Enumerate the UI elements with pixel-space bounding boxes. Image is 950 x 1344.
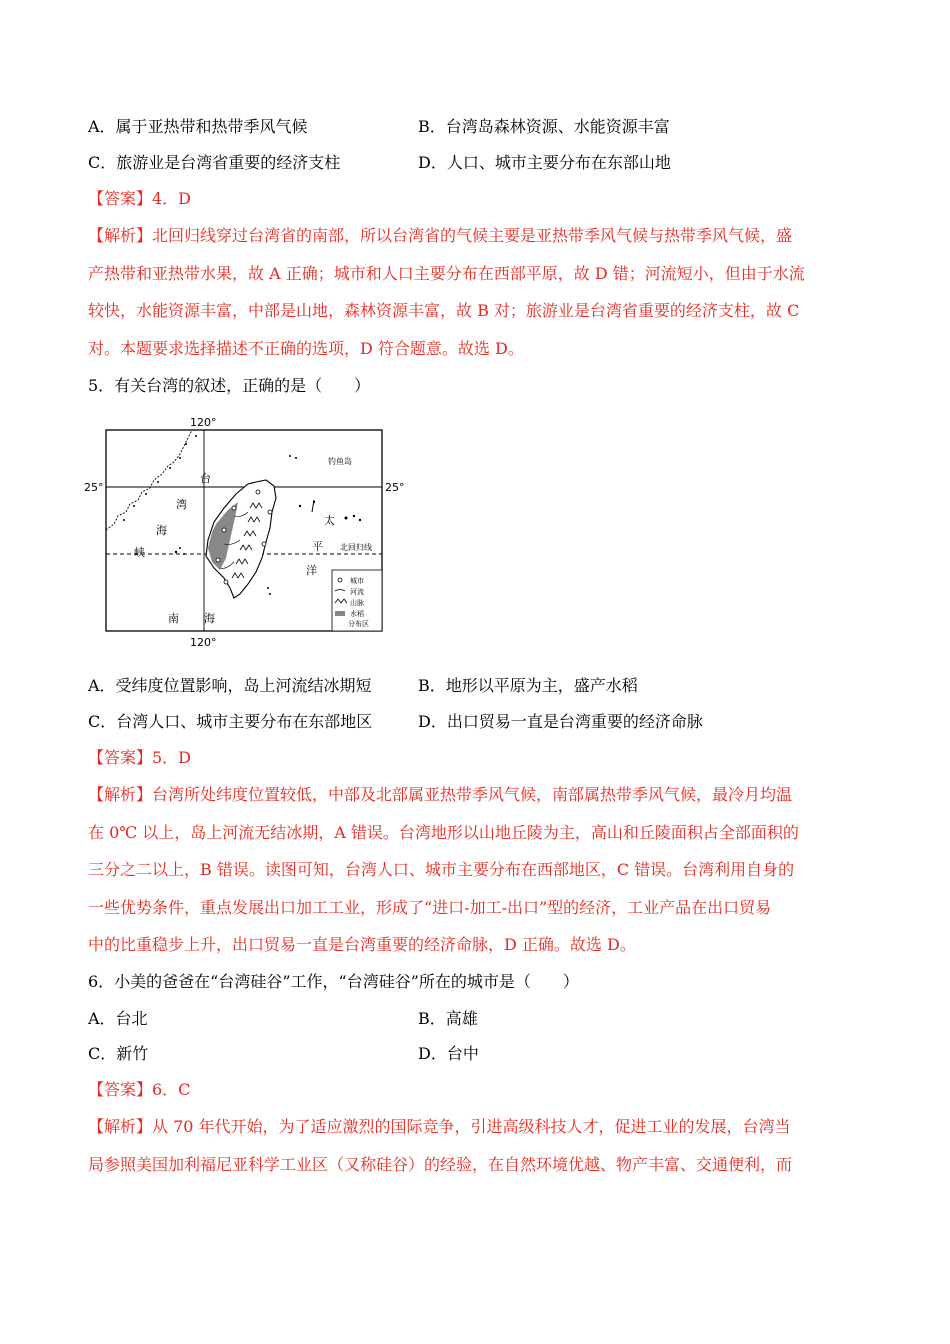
q5-analysis-line: 一些优势条件，重点发展出口加工工业，形成了“进口-加工-出口”型的经济，工业产品在出口贸易 <box>88 898 772 917</box>
q5-analysis-line: 【解析】台湾所处纬度位置较低，中部及北部属亚热带季风气候，南部属热带季风气候，最冷月均温 <box>88 785 793 804</box>
south-sea-char: 南 <box>168 612 179 625</box>
strait-char: 台 <box>200 472 211 485</box>
legend-label: 河流 <box>350 588 364 596</box>
q5-option-a: A．受纬度位置影响，岛上河流结冰期短 <box>88 676 372 695</box>
q5-analysis-line: 中的比重稳步上升，出口贸易一直是台湾重要的经济命脉，D 正确。故选 D。 <box>88 935 636 954</box>
q6-option-a: A．台北 <box>88 1009 148 1028</box>
q4-analysis-line: 产热带和亚热带水果，故 A 正确；城市和人口主要分布在西部平原，故 D 错；河流短小，但由于水流 <box>88 264 805 283</box>
strait-char: 湾 <box>176 498 187 511</box>
q4-option-a: A．属于亚热带和热带季风气候 <box>88 117 308 136</box>
q6-option-d: D．台中 <box>418 1044 479 1063</box>
diaoyu-label: 钓鱼岛 <box>328 457 352 466</box>
taiwan-map <box>84 412 414 650</box>
q4-analysis-line: 对。本题要求选择描述不正确的选项，D 符合题意。故选 D。 <box>88 339 524 358</box>
map-legend <box>332 570 382 631</box>
q5-answer: 【答案】5．D <box>88 748 192 767</box>
q6-option-c: C．新竹 <box>88 1044 149 1063</box>
q5-analysis-line: 三分之二以上，B 错误。读图可知，台湾人口、城市主要分布在西部地区，C 错误。台湾利用自身的 <box>88 860 795 879</box>
legend-label: 水稻 <box>350 610 364 618</box>
strait-char: 海 <box>156 524 167 537</box>
legend-label: 城市 <box>350 577 364 585</box>
q5-analysis-line: 在 0℃ 以上，岛上河流无结冰期，A 错误。台湾地形以山地丘陵为主，高山和丘陵面积占全部面积的 <box>88 823 799 842</box>
q4-analysis-line: 【解析】北回归线穿过台湾省的南部，所以台湾省的气候主要是亚热带季风气候与热带季风气候，盛 <box>88 226 793 245</box>
lat-label-left: 25° <box>84 481 104 494</box>
q5-option-d: D．出口贸易一直是台湾重要的经济命脉 <box>418 712 703 731</box>
legend-label: 山脉 <box>350 599 364 607</box>
q6-answer: 【答案】6．C <box>88 1080 191 1099</box>
q5-option-b: B．地形以平原为主，盛产水稻 <box>418 676 638 695</box>
pacific-char: 平 <box>312 540 323 553</box>
q4-analysis-line: 较快，水能资源丰富，中部是山地，森林资源丰富，故 B 对；旅游业是台湾省重要的经济支柱，故 C <box>88 301 800 320</box>
q6-stem: 6．小美的爸爸在“台湾硅谷”工作，“台湾硅谷”所在的城市是（ ） <box>88 972 579 991</box>
pacific-char: 洋 <box>306 564 317 577</box>
strait-char: 峡 <box>134 546 145 559</box>
q5-stem: 5．有关台湾的叙述，正确的是（ ） <box>88 376 371 395</box>
q6-analysis-line: 【解析】从 70 年代开始，为了适应激烈的国际竞争，引进高级科技人才，促进工业的发展，台湾当 <box>88 1117 791 1136</box>
mainland-coast <box>106 430 192 530</box>
q4-option-b: B．台湾岛森林资源、水能资源丰富 <box>418 117 670 136</box>
tropic-label: 北回归线 <box>340 543 372 552</box>
lon-label-top: 120° <box>190 416 217 429</box>
lon-label-bottom: 120° <box>190 636 217 649</box>
legend-label: 分布区 <box>348 620 369 628</box>
lat-label-right: 25° <box>385 481 405 494</box>
q6-analysis-line: 局参照美国加利福尼亚科学工业区（又称硅谷）的经验，在自然环境优越、物产丰富、交通便利，而 <box>88 1155 793 1174</box>
q4-answer: 【答案】4．D <box>88 189 192 208</box>
q5-option-c: C．台湾人口、城市主要分布在东部地区 <box>88 712 373 731</box>
q6-option-b: B．高雄 <box>418 1009 478 1028</box>
q4-option-c: C．旅游业是台湾省重要的经济支柱 <box>88 153 341 172</box>
south-sea-char: 海 <box>204 612 215 625</box>
q4-option-d: D．人口、城市主要分布在东部山地 <box>418 153 671 172</box>
pacific-char: 太 <box>324 514 335 527</box>
